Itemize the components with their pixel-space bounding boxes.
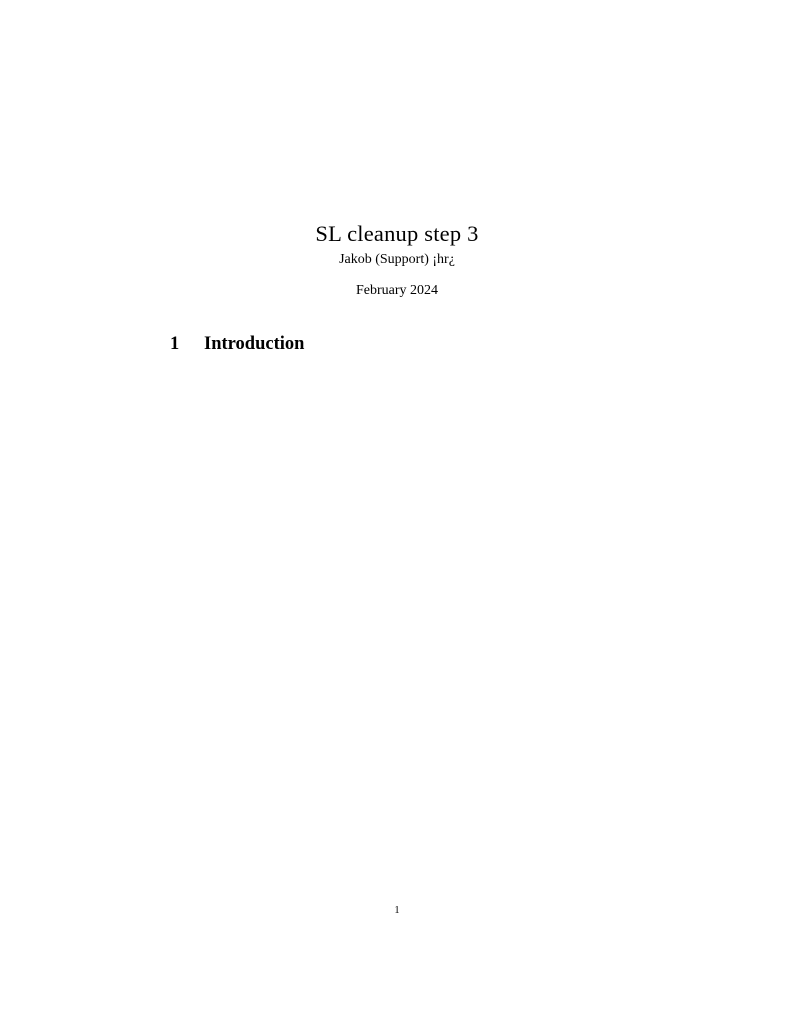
section-heading-introduction — [170, 334, 304, 355]
document-title: SL cleanup step 3 — [315, 221, 479, 247]
section-title: Introduction — [204, 334, 305, 354]
page-number: 1 — [394, 905, 400, 916]
section-number: 1 — [170, 334, 180, 354]
document-date: February 2024 — [355, 283, 439, 298]
document-author: Jakob (Support) ¡hr¿ — [339, 252, 455, 267]
